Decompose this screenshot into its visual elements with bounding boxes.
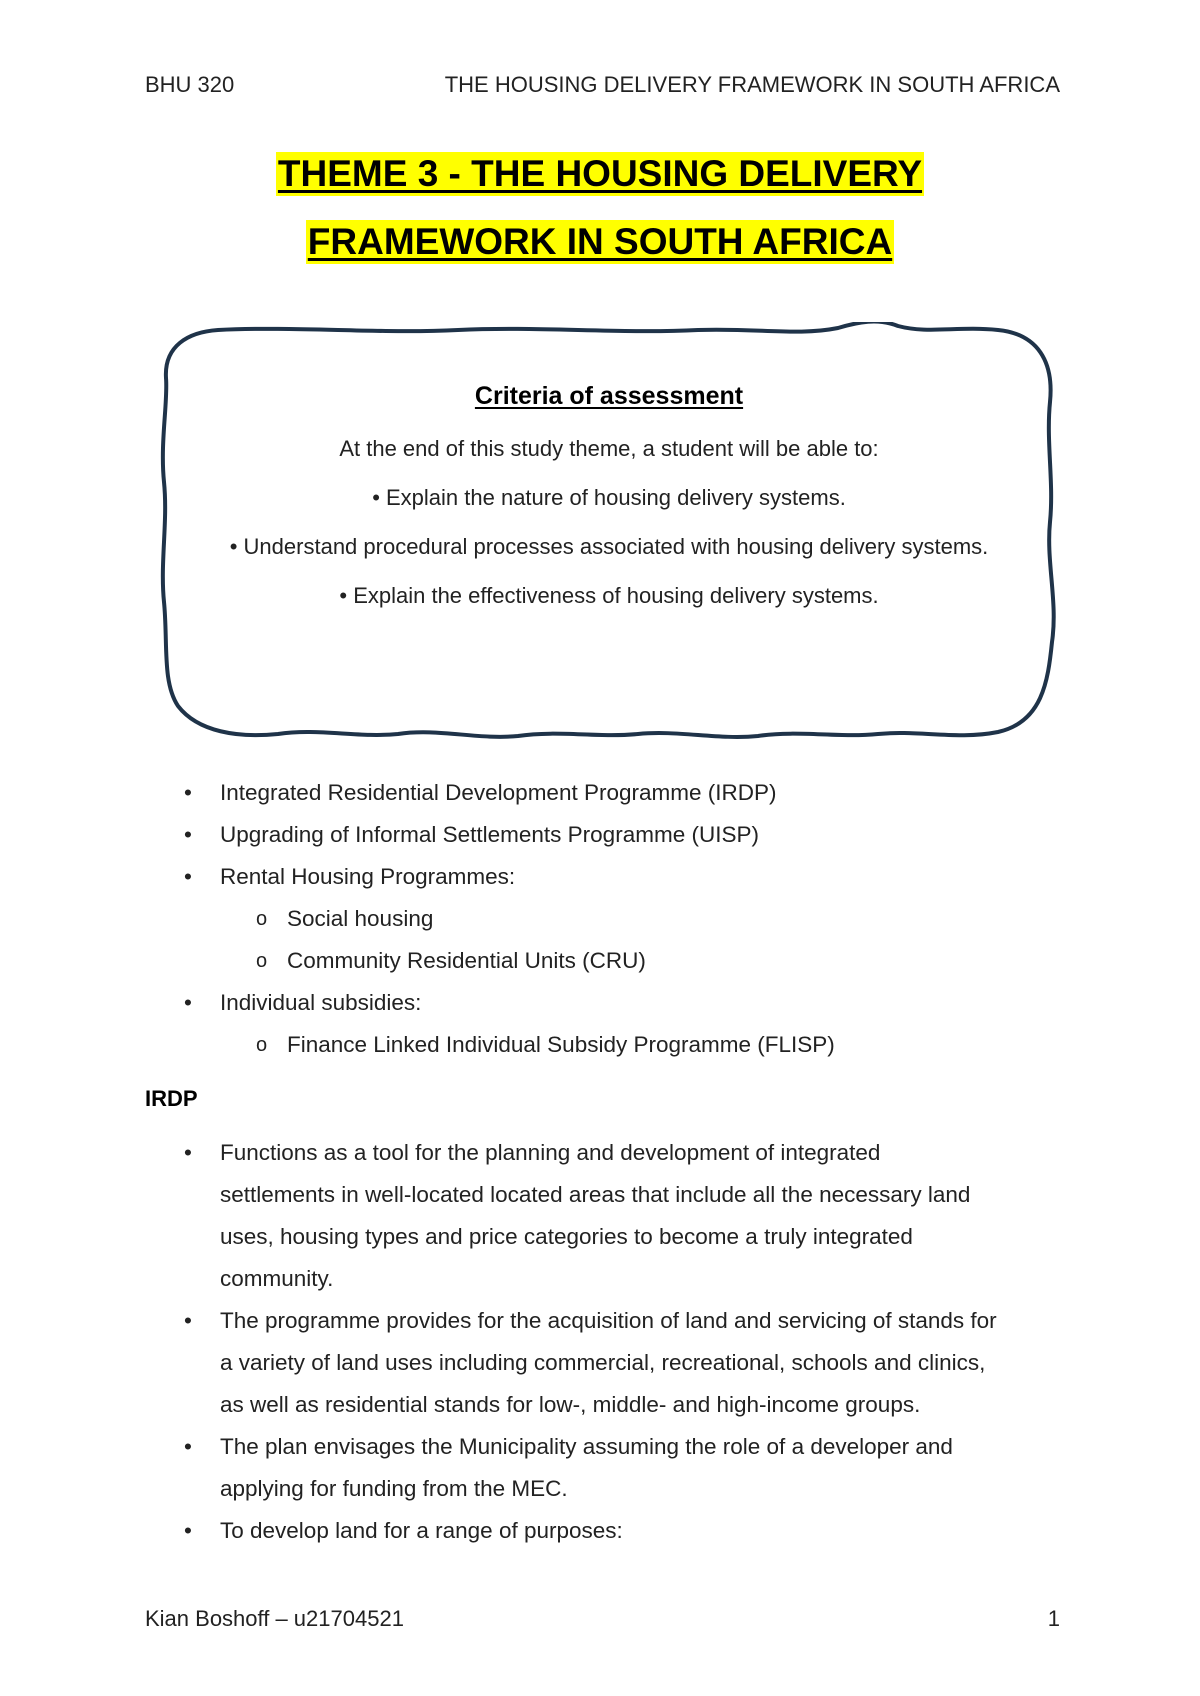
page-header [145,72,1060,102]
list-line: The plan envisages the Municipality assuming the role of a developer and [220,1434,953,1459]
sub-list-item [180,1024,1080,1066]
criteria-box [158,322,1060,742]
list-item [180,1300,1070,1426]
theme-title-line-1: THEME 3 - THE HOUSING DELIVERY [277,153,923,194]
bullet-icon: • [184,990,192,1015]
list-item [180,814,1080,856]
list-item [180,982,1080,1024]
list-item-text: Finance Linked Individual Subsidy Programme (FLISP) [287,1032,835,1057]
list-item-text: Integrated Residential Development Programme (IRDP) [220,780,777,805]
list-item-text: Social housing [287,906,434,931]
list-line: community. [220,1266,334,1291]
bullet-icon: • [184,1140,192,1165]
list-line: applying for funding from the MEC. [220,1476,568,1501]
sub-list-item [180,940,1080,982]
list-item [180,1510,1070,1552]
programmes-list [180,772,1080,1066]
list-line: To develop land for a range of purposes: [220,1518,623,1543]
criteria-item: • Explain the nature of housing delivery systems. [372,485,846,510]
theme-title [0,152,1200,288]
list-item [180,1132,1070,1300]
list-line: as well as residential stands for low-, middle- and high-income groups. [220,1392,921,1417]
bullet-icon: • [184,780,192,805]
header-title: THE HOUSING DELIVERY FRAMEWORK IN SOUTH AFRICA [444,72,1060,97]
page-number: 1 [1047,1606,1060,1631]
list-item-text: Rental Housing Programmes: [220,864,516,889]
theme-title-line-2: FRAMEWORK IN SOUTH AFRICA [307,221,893,262]
list-line: settlements in well-located located areas that include all the necessary land [220,1182,971,1207]
bullet-icon: • [184,1308,192,1333]
list-item-text: Individual subsidies: [220,990,422,1015]
bullet-icon: • [184,1518,192,1543]
criteria-item: • Explain the effectiveness of housing delivery systems. [339,583,879,608]
list-item-text: Community Residential Units (CRU) [287,948,646,973]
author-line: Kian Boshoff – u21704521 [145,1606,404,1631]
criteria-item: • Understand procedural processes associated with housing delivery systems. [229,534,989,559]
circle-bullet-icon: o [256,950,268,972]
list-item-text: Upgrading of Informal Settlements Programme (UISP) [220,822,759,847]
circle-bullet-icon: o [256,1034,268,1056]
list-item [180,856,1080,898]
bullet-icon: • [184,1434,192,1459]
list-line: a variety of land uses including commercial, recreational, schools and clinics, [220,1350,986,1375]
list-line: The programme provides for the acquisition of land and servicing of stands for [220,1308,997,1333]
criteria-content [158,382,1060,629]
bullet-icon: • [184,864,192,889]
irdp-list [180,1132,1070,1552]
section-heading-irdp: IRDP [145,1086,198,1111]
course-code: BHU 320 [145,72,235,97]
list-item [180,772,1080,814]
list-line: uses, housing types and price categories to become a truly integrated [220,1224,913,1249]
sub-list-item [180,898,1080,940]
bullet-icon: • [184,822,192,847]
criteria-heading: Criteria of assessment [474,382,744,410]
list-line: Functions as a tool for the planning and development of integrated [220,1140,881,1165]
circle-bullet-icon: o [256,908,268,930]
list-item [180,1426,1070,1510]
criteria-intro: At the end of this study theme, a student will be able to: [339,436,879,461]
